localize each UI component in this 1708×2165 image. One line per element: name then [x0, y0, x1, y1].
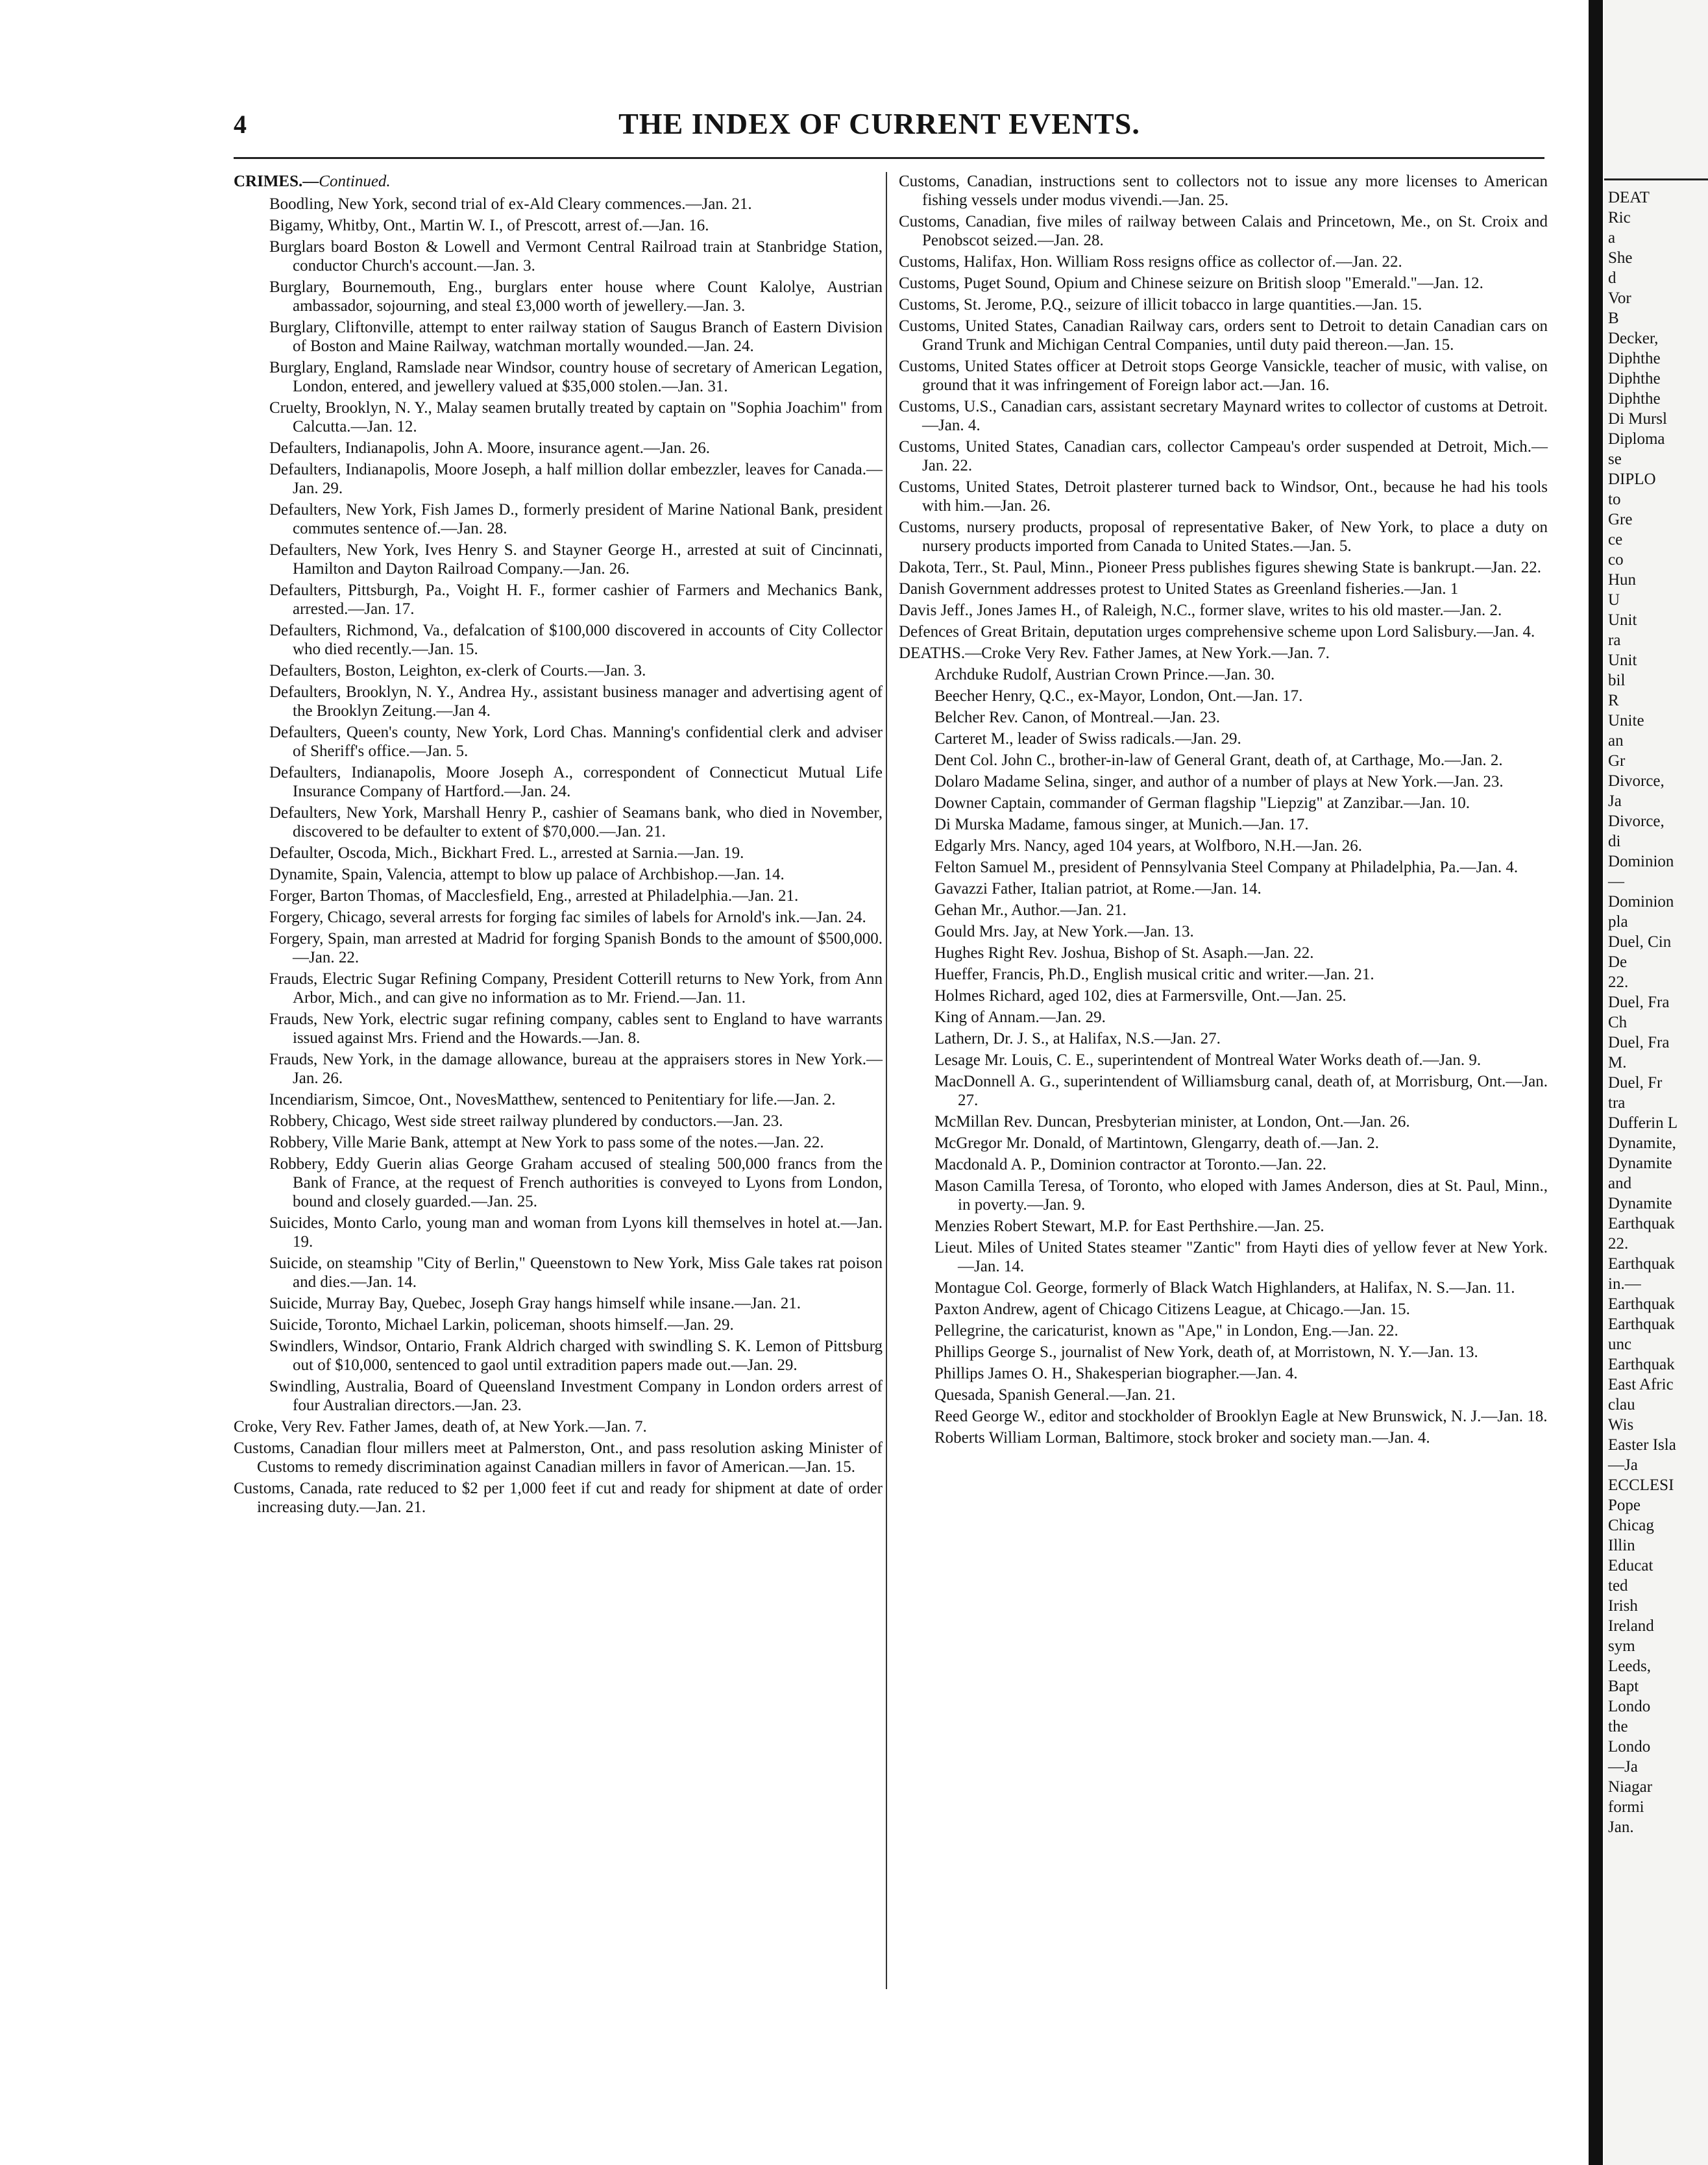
- index-entry: Burglary, England, Ramslade near Windsor, country house of secretary of American Legation, London, entered, and jewellery valued at $35,000 stolen.—Jan. 31.: [269, 359, 883, 395]
- adjacent-page-line: co: [1608, 551, 1624, 569]
- index-entry: Robbery, Eddy Guerin alias George Graham accused of stealing 500,000 francs from the Bank of France, at the request of French authorities is conveyed to Lyons from London, bound and closely guarded.—Jan. 25.: [269, 1155, 883, 1210]
- index-entry: Swindling, Australia, Board of Queensland Investment Company in London orders arrest of four Australian directors.—Jan. 23.: [269, 1378, 883, 1414]
- adjacent-page-line: Diphthe: [1608, 390, 1661, 408]
- index-entry: Forger, Barton Thomas, of Macclesfield, Eng., arrested at Philadelphia.—Jan. 21.: [269, 887, 799, 905]
- index-entry: Lieut. Miles of United States steamer "Zantic" from Hayti dies of yellow fever at New York.—Jan. 14.: [934, 1239, 1548, 1275]
- index-entry: Customs, Canadian, five miles of railway between Calais and Princetown, Me., on St. Croix and Penobscot seized.—Jan. 28.: [899, 213, 1548, 249]
- document-page: [214, 97, 1548, 2077]
- right-entry-list: [899, 172, 1548, 1447]
- index-entry: Dakota, Terr., St. Paul, Minn., Pioneer Press publishes figures shewing State is bankrupt.—Jan. 22.: [899, 559, 1542, 576]
- adjacent-page-line: Unit: [1608, 611, 1637, 629]
- adjacent-page-line: Londo: [1608, 1738, 1651, 1755]
- adjacent-page-line: an: [1608, 732, 1624, 750]
- adjacent-page-line: East Afric: [1608, 1376, 1674, 1393]
- index-entry: Suicide, Murray Bay, Quebec, Joseph Gray hangs himself while insane.—Jan. 21.: [269, 1295, 801, 1312]
- section-heading-label: CRIMES.—: [234, 173, 319, 190]
- section-heading-continued: Continued.: [319, 173, 391, 190]
- adjacent-page-line: U: [1608, 591, 1620, 609]
- page-number: 4: [234, 110, 247, 139]
- index-entry: Carteret M., leader of Swiss radicals.—Jan. 29.: [934, 730, 1241, 748]
- adjacent-page-line: ra: [1608, 631, 1621, 649]
- adjacent-page-lines: [1608, 188, 1678, 1838]
- adjacent-page-line: Dynamite: [1608, 1155, 1672, 1172]
- index-entry: McMillan Rev. Duncan, Presbyterian minister, at London, Ont.—Jan. 26.: [934, 1113, 1410, 1131]
- index-entry: Paxton Andrew, agent of Chicago Citizens League, at Chicago.—Jan. 15.: [934, 1301, 1410, 1318]
- index-entry: Customs, Puget Sound, Opium and Chinese seizure on British sloop "Emerald."—Jan. 12.: [899, 275, 1483, 292]
- adjacent-page-line: Dynamite: [1608, 1195, 1672, 1212]
- index-entry: Reed George W., editor and stockholder of Brooklyn Eagle at New Brunswick, N. J.—Jan. 18.: [934, 1408, 1548, 1425]
- adjacent-page-line: Dufferin L: [1608, 1114, 1678, 1132]
- index-entry: Cruelty, Brooklyn, N. Y., Malay seamen brutally treated by captain on "Sophia Joachim" from Calcutta.—Jan. 12.: [269, 399, 883, 435]
- adjacent-page-line: d: [1608, 269, 1616, 287]
- adjacent-page-line: Earthquak: [1608, 1215, 1675, 1232]
- index-entry: Frauds, New York, in the damage allowance, bureau at the appraisers stores in New York.—Jan. 26.: [269, 1051, 883, 1087]
- adjacent-page-line: Educat: [1608, 1557, 1653, 1574]
- adjacent-page-line: Niagar: [1608, 1778, 1653, 1796]
- adjacent-page-line: Earthquak: [1608, 1356, 1675, 1373]
- adjacent-page-line: Pope: [1608, 1497, 1641, 1514]
- index-entry: Pellegrine, the caricaturist, known as "Ape," in London, Eng.—Jan. 22.: [934, 1322, 1398, 1339]
- adjacent-page-line: Wis: [1608, 1416, 1634, 1434]
- adjacent-page-line: B: [1608, 310, 1619, 327]
- index-entry: Customs, Canada, rate reduced to $2 per 1,000 feet if cut and ready for shipment at date of order increasing duty.—Jan. 21.: [234, 1480, 883, 1516]
- index-entry: Customs, Canadian flour millers meet at Palmerston, Ont., and pass resolution asking Minister of Customs to remedy discrimination against Canadian millers in favor of American.—Jan. 15.: [234, 1439, 883, 1476]
- index-entry: Frauds, Electric Sugar Refining Company, President Cotterill returns to New York, from Ann Arbor, Mich., and can give no information as to Mr. Friend.—Jan. 11.: [269, 970, 883, 1007]
- index-entry: Felton Samuel M., president of Pennsylvania Steel Company at Philadelphia, Pa.—Jan. 4.: [934, 859, 1519, 876]
- adjacent-page-line: Duel, Fra: [1608, 994, 1670, 1011]
- index-entry: Robbery, Chicago, West side street railway plundered by conductors.—Jan. 23.: [269, 1112, 783, 1130]
- adjacent-page-line: Earthquak: [1608, 1255, 1675, 1273]
- index-entry: Phillips George S., journalist of New York, death of, at Morristown, N. Y.—Jan. 13.: [934, 1343, 1478, 1361]
- section-heading: [234, 172, 883, 191]
- adjacent-page-line: bil: [1608, 672, 1626, 689]
- index-entry: Danish Government addresses protest to United States as Greenland fisheries.—Jan. 1: [899, 580, 1459, 598]
- index-entry: Forgery, Spain, man arrested at Madrid for forging Spanish Bonds to the amount of $500,000.—Jan. 22.: [269, 930, 883, 966]
- adjacent-page-line: Leeds,: [1608, 1657, 1651, 1675]
- index-entry: Customs, United States, Detroit plasterer turned back to Windsor, Ont., because he had his tools with him.—Jan. 26.: [899, 478, 1548, 515]
- index-entry: Bigamy, Whitby, Ont., Martin W. I., of Prescott, arrest of.—Jan. 16.: [269, 217, 709, 234]
- adjacent-page-line: R: [1608, 692, 1619, 709]
- index-entry: Burglary, Bournemouth, Eng., burglars enter house where Count Kalolye, Austrian ambassador, sojourning, and steal £3,000 worth of jewellery.—Jan. 3.: [269, 278, 883, 315]
- adjacent-page-line: Duel, Cin: [1608, 933, 1672, 951]
- index-entry: Swindlers, Windsor, Ontario, Frank Aldrich charged with swindling S. K. Lemon of Pittsburg out of $10,000, sentenced to gaol until extradition papers made out.—Jan. 29.: [269, 1338, 883, 1374]
- index-entry: Montague Col. George, formerly of Black Watch Highlanders, at Halifax, N. S.—Jan. 11.: [934, 1279, 1515, 1297]
- adjacent-page-line: Diphthe: [1608, 350, 1661, 367]
- index-entry: Defaulters, Boston, Leighton, ex-clerk of Courts.—Jan. 3.: [269, 662, 646, 679]
- adjacent-page-line: Unit: [1608, 652, 1637, 669]
- index-entry: Dynamite, Spain, Valencia, attempt to blow up palace of Archbishop.—Jan. 14.: [269, 866, 785, 883]
- adjacent-page-line: Decker,: [1608, 330, 1659, 347]
- index-entry: Belcher Rev. Canon, of Montreal.—Jan. 23.: [934, 709, 1220, 726]
- adjacent-page-fragment: [1604, 0, 1708, 2165]
- adjacent-page-line: pla: [1608, 913, 1628, 931]
- adjacent-page-line: DEAT: [1608, 189, 1650, 206]
- index-entry: McGregor Mr. Donald, of Martintown, Glengarry, death of.—Jan. 2.: [934, 1134, 1380, 1152]
- index-entry: Burglary, Cliftonville, attempt to enter railway station of Saugus Branch of Eastern Division of Boston and Maine Railway, watchman mortally wounded.—Jan. 24.: [269, 319, 883, 355]
- deaths-heading-entry: DEATHS.—Croke Very Rev. Father James, at New York.—Jan. 7.: [899, 644, 1330, 662]
- adjacent-page-line: DIPLO: [1608, 471, 1656, 488]
- adjacent-page-line: Dominion: [1608, 853, 1674, 870]
- adjacent-page-line: se: [1608, 450, 1622, 468]
- index-entry: Archduke Rudolf, Austrian Crown Prince.—Jan. 30.: [934, 666, 1275, 683]
- index-entry: Di Murska Madame, famous singer, at Munich.—Jan. 17.: [934, 816, 1309, 833]
- left-entry-list: [234, 195, 883, 1517]
- index-entry: MacDonnell A. G., superintendent of Williamsburg canal, death of, at Morrisburg, Ont.—Jan. 27.: [934, 1073, 1548, 1109]
- index-entry: Customs, United States, Canadian cars, collector Campeau's order suspended at Detroit, Mich.—Jan. 22.: [899, 438, 1548, 474]
- index-entry: Gehan Mr., Author.—Jan. 21.: [934, 901, 1127, 919]
- index-entry: Hughes Right Rev. Joshua, Bishop of St. Asaph.—Jan. 22.: [934, 944, 1314, 962]
- index-entry: Forgery, Chicago, several arrests for forging fac similes of labels for Arnold's ink.—Jan. 24.: [269, 909, 866, 926]
- index-entry: Robbery, Ville Marie Bank, attempt at New York to pass some of the notes.—Jan. 22.: [269, 1134, 824, 1151]
- index-entry: Customs, nursery products, proposal of representative Baker, of New York, to place a duty on nursery products imported from Canada to United States.—Jan. 5.: [899, 519, 1548, 555]
- adjacent-page-line: Dominion: [1608, 893, 1674, 911]
- index-entry: Defaulters, New York, Fish James D., formerly president of Marine National Bank, president commutes sentence of.—Jan. 28.: [269, 501, 883, 537]
- index-entry: Defaulters, Indianapolis, Moore Joseph A., correspondent of Connecticut Mutual Life Insurance Company of Hartford.—Jan. 24.: [269, 764, 883, 800]
- adjacent-page-line: Hun: [1608, 571, 1637, 589]
- adjacent-page-line: Earthquak: [1608, 1315, 1675, 1333]
- adjacent-page-line: Gr: [1608, 752, 1626, 770]
- adjacent-page-line: Earthquak: [1608, 1295, 1675, 1313]
- adjacent-page-line: Chicag: [1608, 1517, 1654, 1534]
- adjacent-page-line: Ric: [1608, 209, 1631, 226]
- adjacent-page-line: M.: [1608, 1054, 1627, 1071]
- index-entry: Defaulters, New York, Ives Henry S. and Stayner George H., arrested at suit of Cincinnati, Hamilton and Dayton Railroad Company.—Jan. 26.: [269, 541, 883, 578]
- index-entry: Menzies Robert Stewart, M.P. for East Perthshire.—Jan. 25.: [934, 1217, 1324, 1235]
- adjacent-page-line: Diphthe: [1608, 370, 1661, 387]
- index-entry: Dent Col. John C., brother-in-law of General Grant, death of, at Carthage, Mo.—Jan. 2.: [934, 752, 1503, 769]
- index-entry: Boodling, New York, second trial of ex-Ald Cleary commences.—Jan. 21.: [269, 195, 752, 213]
- index-entry: Davis Jeff., Jones James H., of Raleigh, N.C., former slave, writes to his old master.—Jan. 2.: [899, 602, 1502, 619]
- adjacent-page-line: tra: [1608, 1094, 1626, 1112]
- index-entry: Frauds, New York, electric sugar refining company, cables sent to England to have warrants issued against Mrs. Friend and the Howards.—Jan. 8.: [269, 1010, 883, 1047]
- index-entry: Gavazzi Father, Italian patriot, at Rome.—Jan. 14.: [934, 880, 1262, 898]
- adjacent-page-line: Jan.: [1608, 1818, 1634, 1836]
- index-entry: Suicides, Monto Carlo, young man and woman from Lyons kill themselves in hotel at.—Jan. 19.: [269, 1214, 883, 1251]
- index-entry: Burglars board Boston & Lowell and Vermont Central Railroad train at Stanbridge Station, conductor Church's account.—Jan. 3.: [269, 238, 883, 275]
- adjacent-page-line: Unite: [1608, 712, 1644, 729]
- adjacent-page-line: Illin: [1608, 1537, 1635, 1554]
- adjacent-page-line: Vor: [1608, 289, 1631, 307]
- right-column: [899, 172, 1548, 1450]
- index-entry: Suicide, Toronto, Michael Larkin, policeman, shoots himself.—Jan. 29.: [269, 1316, 734, 1334]
- adjacent-page-line: Di Mursl: [1608, 410, 1667, 428]
- index-entry: Defaulters, Richmond, Va., defalcation of $100,000 discovered in accounts of City Collector who died recently.—Jan. 15.: [269, 622, 883, 658]
- index-entry: Holmes Richard, aged 102, dies at Farmersville, Ont.—Jan. 25.: [934, 987, 1347, 1005]
- index-entry: King of Annam.—Jan. 29.: [934, 1009, 1106, 1026]
- index-entry: Hueffer, Francis, Ph.D., English musical critic and writer.—Jan. 21.: [934, 966, 1374, 983]
- adjacent-page-line: —Ja: [1608, 1758, 1638, 1776]
- adjacent-page-line: 22.: [1608, 1235, 1629, 1253]
- index-entry: Customs, Halifax, Hon. William Ross resigns office as collector of.—Jan. 22.: [899, 253, 1402, 271]
- index-entry: Suicide, on steamship "City of Berlin," Queenstown to New York, Miss Gale takes rat poison and dies.—Jan. 14.: [269, 1254, 883, 1291]
- index-entry: Customs, U.S., Canadian cars, assistant secretary Maynard writes to collector of customs at Detroit.—Jan. 4.: [899, 398, 1548, 434]
- adjacent-page-line: unc: [1608, 1336, 1632, 1353]
- adjacent-page-line: Divorce,: [1608, 772, 1665, 790]
- adjacent-page-line: Londo: [1608, 1698, 1651, 1715]
- header-rule: [234, 157, 1544, 159]
- adjacent-page-line: Diploma: [1608, 430, 1665, 448]
- index-entry: Defaulter, Oscoda, Mich., Bickhart Fred. L., arrested at Sarnia.—Jan. 19.: [269, 844, 744, 862]
- adjacent-page-line: clau: [1608, 1396, 1635, 1413]
- adjacent-page-line: a: [1608, 229, 1616, 247]
- adjacent-page-line: Duel, Fr: [1608, 1074, 1663, 1092]
- index-entry: Lathern, Dr. J. S., at Halifax, N.S.—Jan. 27.: [934, 1030, 1221, 1047]
- index-entry: Customs, United States, Canadian Railway cars, orders sent to Detroit to detain Canadian cars on Grand Trunk and Michigan Central Companies, until duty paid thereon.—Jan. 15.: [899, 317, 1548, 354]
- adjacent-page-line: She: [1608, 249, 1633, 267]
- adjacent-page-line: Bapt: [1608, 1678, 1639, 1695]
- adjacent-page-line: sym: [1608, 1637, 1635, 1655]
- adjacent-page-line: formi: [1608, 1798, 1644, 1816]
- adjacent-page-line: —: [1608, 873, 1624, 890]
- index-entry: Croke, Very Rev. Father James, death of, at New York.—Jan. 7.: [234, 1418, 647, 1436]
- index-entry: Mason Camilla Teresa, of Toronto, who eloped with James Anderson, dies at St. Paul, Minn., in poverty.—Jan. 9.: [934, 1177, 1548, 1214]
- adjacent-page-line: Divorce,: [1608, 813, 1665, 830]
- adjacent-page-rule: [1604, 178, 1708, 180]
- index-entry: Quesada, Spanish General.—Jan. 21.: [934, 1386, 1176, 1404]
- index-entry: Defaulters, New York, Marshall Henry P., cashier of Seamans bank, who died in November, discovered to be defaulter to extent of $70,000.—Jan. 21.: [269, 804, 883, 840]
- adjacent-page-line: to: [1608, 491, 1621, 508]
- adjacent-page-line: ted: [1608, 1577, 1628, 1595]
- adjacent-page-line: 22.: [1608, 973, 1629, 991]
- adjacent-page-line: ECCLESI: [1608, 1476, 1674, 1494]
- index-entry: Customs, St. Jerome, P.Q., seizure of illicit tobacco in large quantities.—Jan. 15.: [899, 296, 1422, 313]
- index-entry: Defaulters, Queen's county, New York, Lord Chas. Manning's confidential clerk and adviser of Sheriff's office.—Jan. 5.: [269, 724, 883, 760]
- adjacent-page-line: Ch: [1608, 1014, 1628, 1031]
- page-header: [214, 97, 1544, 149]
- index-entry: Gould Mrs. Jay, at New York.—Jan. 13.: [934, 923, 1194, 940]
- index-entry: Defaulters, Indianapolis, John A. Moore, insurance agent.—Jan. 26.: [269, 439, 711, 457]
- left-column: [234, 172, 883, 1519]
- adjacent-page-line: Gre: [1608, 511, 1633, 528]
- adjacent-page-line: Easter Isla: [1608, 1436, 1676, 1454]
- index-entry: Defaulters, Pittsburgh, Pa., Voight H. F., former cashier of Farmers and Mechanics Bank, arrested.—Jan. 17.: [269, 581, 883, 618]
- column-divider: [886, 172, 887, 1989]
- index-entry: Incendiarism, Simcoe, Ont., NovesMatthew, sentenced to Penitentiary for life.—Jan. 2.: [269, 1091, 836, 1108]
- index-entry: Dolaro Madame Selina, singer, and author of a number of plays at New York.—Jan. 23.: [934, 773, 1504, 790]
- adjacent-page-line: Irish: [1608, 1597, 1638, 1615]
- index-entry: Customs, Canadian, instructions sent to collectors not to issue any more licenses to American fishing vessels under modus vivendi.—Jan. 25.: [899, 173, 1548, 209]
- adjacent-page-line: and: [1608, 1175, 1632, 1192]
- index-entry: Beecher Henry, Q.C., ex-Mayor, London, Ont.—Jan. 17.: [934, 687, 1303, 705]
- running-title: THE INDEX OF CURRENT EVENTS.: [618, 107, 1140, 140]
- adjacent-page-line: Duel, Fra: [1608, 1034, 1670, 1051]
- adjacent-page-line: Ja: [1608, 792, 1622, 810]
- adjacent-page-line: in.—: [1608, 1275, 1641, 1293]
- page-gutter-shadow: [1589, 0, 1603, 2165]
- adjacent-page-line: De: [1608, 953, 1628, 971]
- adjacent-page-line: di: [1608, 833, 1621, 850]
- index-entry: Downer Captain, commander of German flagship "Liepzig" at Zanzibar.—Jan. 10.: [934, 794, 1470, 812]
- adjacent-page-line: Dynamite,: [1608, 1134, 1676, 1152]
- index-entry: Roberts William Lorman, Baltimore, stock broker and society man.—Jan. 4.: [934, 1429, 1430, 1447]
- index-entry: Phillips James O. H., Shakesperian biographer.—Jan. 4.: [934, 1365, 1298, 1382]
- adjacent-page-line: —Ja: [1608, 1456, 1638, 1474]
- adjacent-page-line: the: [1608, 1718, 1628, 1735]
- index-entry: Defences of Great Britain, deputation urges comprehensive scheme upon Lord Salisbury.—Jan. 4.: [899, 623, 1535, 641]
- index-entry: Edgarly Mrs. Nancy, aged 104 years, at Wolfboro, N.H.—Jan. 26.: [934, 837, 1362, 855]
- index-entry: Defaulters, Indianapolis, Moore Joseph, a half million dollar embezzler, leaves for Canada.—Jan. 29.: [269, 461, 883, 497]
- adjacent-page-line: ce: [1608, 531, 1623, 548]
- index-entry: Customs, United States officer at Detroit stops George Vansickle, teacher of music, with valise, on ground that it was infringement of Foreign labor act.—Jan. 16.: [899, 358, 1548, 394]
- index-entry: Macdonald A. P., Dominion contractor at Toronto.—Jan. 22.: [934, 1156, 1326, 1173]
- adjacent-page-line: Ireland: [1608, 1617, 1654, 1635]
- index-entry: Defaulters, Brooklyn, N. Y., Andrea Hy., assistant business manager and advertising agent of the Brooklyn Zeitung.—Jan 4.: [269, 683, 883, 720]
- index-entry: Lesage Mr. Louis, C. E., superintendent of Montreal Water Works death of.—Jan. 9.: [934, 1051, 1482, 1069]
